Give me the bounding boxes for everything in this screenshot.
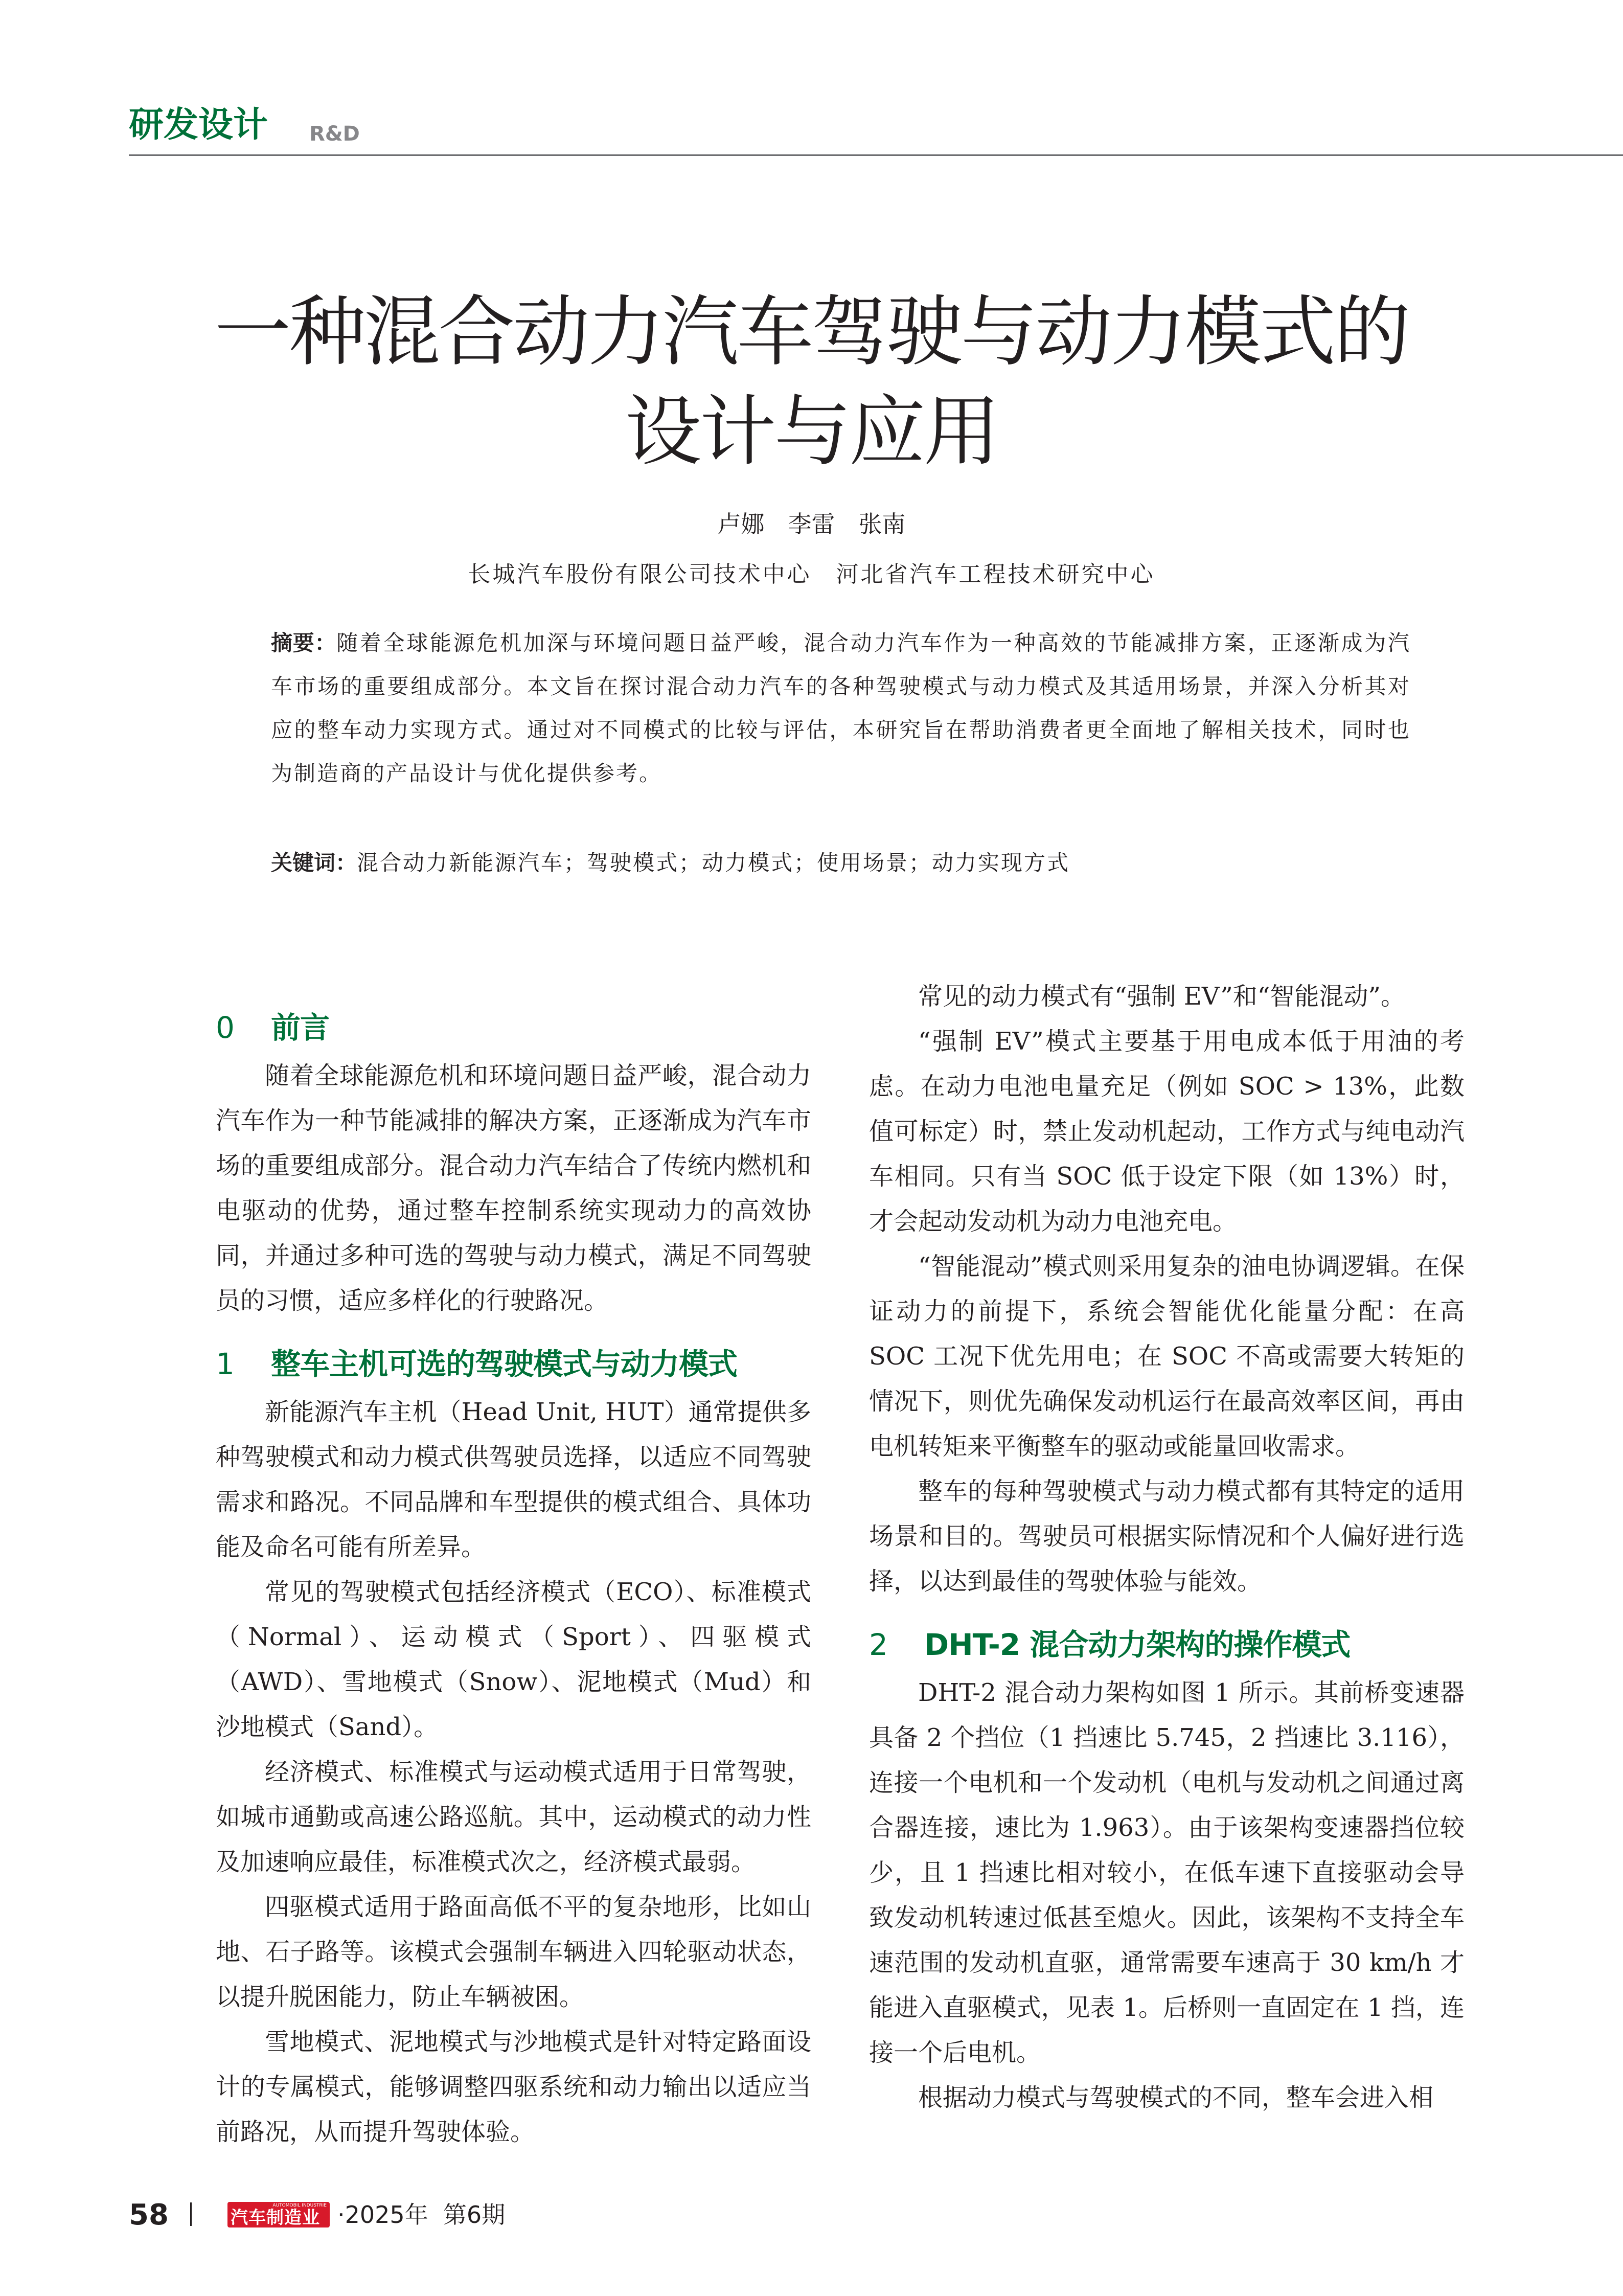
paragraph: 根据动力模式与驾驶模式的不同，整车会进入相	[918, 2083, 1434, 2112]
authors: 卢娜 李雷 张南	[717, 510, 906, 538]
keywords-label: 关键词：	[271, 850, 357, 875]
paragraph: 整车的每种驾驶模式与动力模式都有其特定的适用场景和目的。驾驶员可根据实际情况和个人偏好进行选择，以达到最佳的驾驶体验与能效。	[869, 1477, 1465, 1596]
left-column	[216, 1002, 811, 2154]
paragraph: “智能混动”模式则采用复杂的油电协调逻辑。在保证动力的前提下，系统会智能优化能量分配：在高 SOC 工况下优先用电；在 SOC 不高或需要大转矩的情况下，则优先确保发动机运行在最高效率区间，再由电机转矩来平衡整车的驱动或能量回收需求。	[869, 1252, 1465, 1461]
paragraph: 雪地模式、泥地模式与沙地模式是针对特定路面设计的专属模式，能够调整四驱系统和动力输出以适应当前路况，从而提升驾驶体验。	[216, 2028, 811, 2146]
page-number: 58	[129, 2198, 169, 2232]
paragraph: 新能源汽车主机（Head Unit, HUT）通常提供多种驾驶模式和动力模式供驾驶员选择，以适应不同驾驶需求和路况。不同品牌和车型提供的模式组合、具体功能及命名可能有所差异。	[216, 1398, 811, 1561]
paragraph: “强制 EV”模式主要基于用电成本低于用油的考虑。在动力电池电量充足（例如 SOC > 13%，此数值可标定）时，禁止发动机起动，工作方式与纯电动汽车相同。只有当 SOC 低于设定下限（如 13%）时，才会起动发动机为动力电池充电。	[869, 1027, 1465, 1236]
right-column	[869, 974, 1465, 2120]
magazine-logo-en: AUTOMOBIL INDUSTRIE	[272, 2203, 327, 2208]
header-divider	[129, 154, 1623, 156]
section-heading-2	[869, 1619, 1465, 1670]
section-number: 1	[216, 1347, 234, 1381]
footer-divider	[190, 2202, 192, 2226]
abstract-label: 摘要：	[271, 630, 337, 655]
paragraph: 常见的动力模式有“强制 EV”和“智能混动”。	[918, 982, 1405, 1011]
section-heading-0	[216, 1002, 811, 1053]
section-tag: 研发设计	[129, 105, 268, 145]
issue-info: ·2025年 第6期	[337, 2201, 506, 2229]
keywords-text: 混合动力新能源汽车；驾驶模式；动力模式；使用场景；动力实现方式	[357, 850, 1070, 875]
paragraph: 经济模式、标准模式与运动模式适用于日常驾驶，如城市通勤或高速公路巡航。其中，运动模式的动力性及加速响应最佳，标准模式次之，经济模式最弱。	[216, 1758, 811, 1876]
abstract	[271, 621, 1411, 795]
affiliation: 长城汽车股份有限公司技术中心 河北省汽车工程技术研究中心	[468, 561, 1155, 587]
paragraph: 随着全球能源危机和环境问题日益严峻，混合动力汽车作为一种节能减排的解决方案，正逐渐成为汽车市场的重要组成部分。混合动力汽车结合了传统内燃机和电驱动的优势，通过整车控制系统实现动力的高效协同，并通过多种可选的驾驶与动力模式，满足不同驾驶员的习惯，适应多样化的行驶路况。	[216, 1061, 811, 1315]
section-number: 0	[216, 1010, 234, 1045]
section-tag-en: R&D	[309, 122, 360, 146]
section-number: 2	[869, 1627, 887, 1662]
magazine-logo	[227, 2202, 330, 2227]
section-title: 前言	[271, 1010, 330, 1045]
article-title-line-1: 一种混合动力汽车驾驶与动力模式的	[214, 288, 1409, 377]
article-title-line-2: 设计与应用	[625, 388, 998, 476]
section-title: DHT-2 混合动力架构的操作模式	[924, 1627, 1351, 1662]
magazine-logo-cn: 汽车制造业	[231, 2208, 320, 2227]
section-title: 整车主机可选的驾驶模式与动力模式	[271, 1347, 738, 1381]
paragraph: DHT-2 混合动力架构如图 1 所示。其前桥变速器具备 2 个挡位（1 挡速比 5.745，2 挡速比 3.116），连接一个电机和一个发动机（电机与发动机之间通过离合器连接，速比为 1.963）。由于该架构变速器挡位较少，且 1 挡速比相对较小，在低车速下直接驱动会导致发动机转速过低甚至熄火。因此，该架构不支持全车速范围的发动机直驱，通常需要车速高于 30 km/h 才能进入直驱模式，见表 1。后桥则一直固定在 1 挡，连接一个后电机。	[869, 1678, 1465, 2067]
abstract-text: 随着全球能源危机加深与环境问题日益严峻，混合动力汽车作为一种高效的节能减排方案，正逐渐成为汽车市场的重要组成部分。本文旨在探讨混合动力汽车的各种驾驶模式与动力模式及其适用场景，并深入分析其对应的整车动力实现方式。通过对不同模式的比较与评估，本研究旨在帮助消费者更全面地了解相关技术，同时也为制造商的产品设计与优化提供参考。	[271, 630, 1411, 786]
section-heading-1	[216, 1338, 811, 1390]
keywords	[271, 841, 1411, 884]
paragraph: 四驱模式适用于路面高低不平的复杂地形，比如山地、石子路等。该模式会强制车辆进入四轮驱动状态，以提升脱困能力，防止车辆被困。	[216, 1893, 811, 2011]
paragraph: 常见的驾驶模式包括经济模式（ECO）、标准模式（Normal）、运动模式（Sport）、四驱模式（AWD）、雪地模式（Snow）、泥地模式（Mud）和沙地模式（Sand）。	[216, 1578, 811, 1741]
